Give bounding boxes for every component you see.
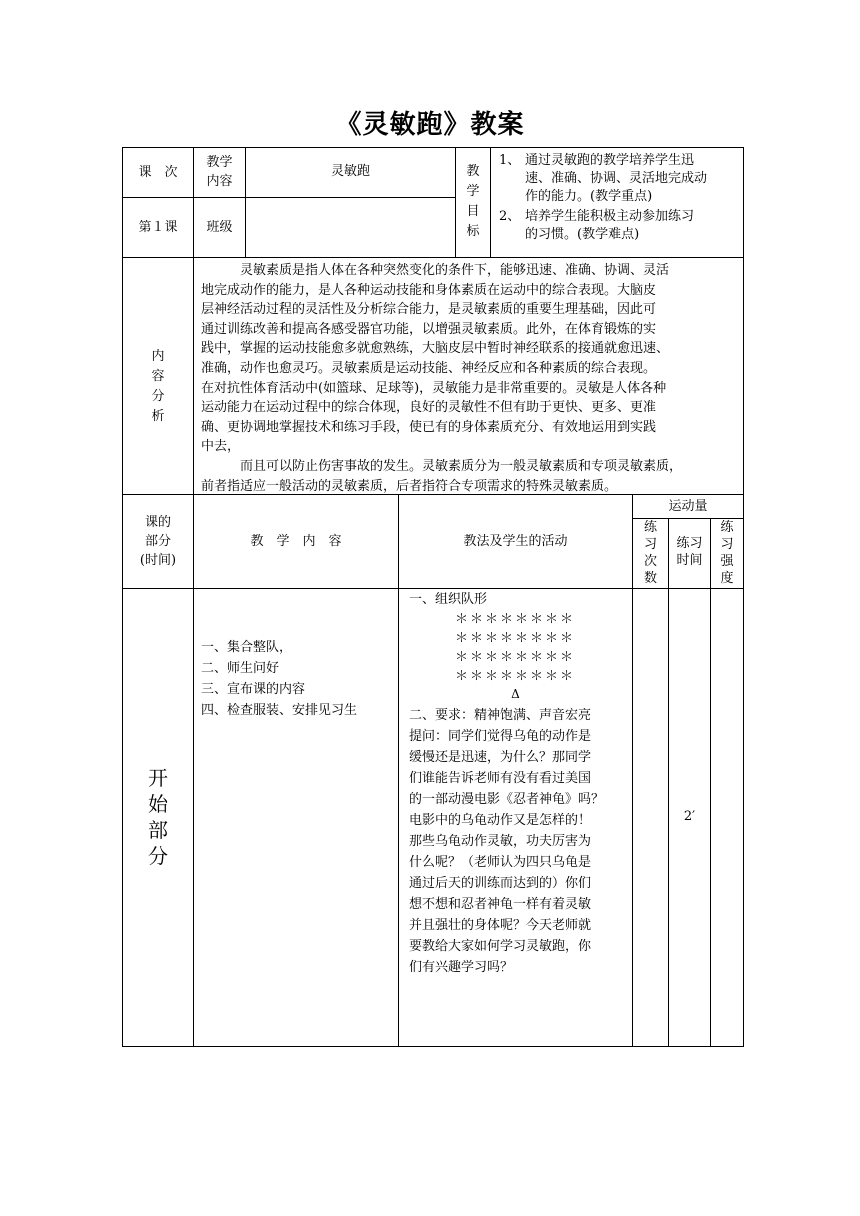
goal-1-number: 1、 [499,153,521,168]
analysis-line-3: 层神经活动过程的灵活性及分析综合能力，是灵敏素质的重要生理基础，因此可 [201,302,657,318]
method-line-11: 并且强壮的身体呢？今天老师就 [409,918,592,933]
part-header-line2: 部分 [144,534,171,549]
analysis-line-2: 地完成动作的能力，是人各种运动技能和身体素质在运动中的综合表现。大脑皮 [201,282,657,298]
analysis-line-5: 践中，掌握的运动技能愈多就愈熟练，大脑皮层中暂时神经联系的接通就愈迅速、 [201,341,670,357]
method-line-8: 什么呢？（老师认为四只乌龟是 [409,855,592,870]
content-label-line1: 教学 [206,155,233,170]
analysis-line-9: 确、更协调地掌握技术和练习手段，使已有的身体素质充分、有效地运用到实践 [201,419,657,435]
goal-1-line2: 速、准确、协调、灵活地完成动 [525,171,708,186]
lesson-label: 课 次 [138,164,178,180]
goal-2-number: 2、 [499,209,521,224]
method-line-3: 缓慢还是迅速，为什么？那同学 [409,750,592,765]
content-label-line2: 内容 [206,174,233,189]
content-item-4: 四、检查服装、安排见习生 [201,703,358,718]
goal-label-2: 学 [466,184,480,199]
analysis-label-cell [122,257,194,495]
method-line-7: 那些乌龟动作灵敏，功夫厉害为 [409,834,592,849]
part-header-line3: (时间) [139,553,177,568]
content-item-3: 三、宣布课的内容 [201,682,306,697]
goal-label-1: 教 [466,164,480,179]
reps-header-3: 次 [643,554,657,569]
analysis-label-4: 析 [151,409,165,424]
method-line-6: 电影中的乌龟动作又是怎样的！ [409,813,592,828]
load-header-cell [632,494,744,519]
method-line-10: 想不想和忍者神龟一样有着灵敏 [409,897,592,912]
analysis-line-12: 前者指适应一般活动的灵敏素质，后者指符合专项需求的特殊灵敏素质。 [201,478,618,494]
content-item-1: 一、集合整队， [201,640,293,655]
method-line-4: 们谁能告诉老师有没有看过美国 [409,771,592,786]
method-line-12: 要教给大家如何学习灵敏跑，你 [409,939,592,954]
reps-header-2: 习 [643,537,657,552]
intensity-header-cell [710,518,744,589]
reps-header-1: 练 [643,520,657,535]
class-value-cell [245,197,456,258]
analysis-line-1: 灵敏素质是指人体在各种突然变化的条件下，能够迅速、准确、协调、灵活 [201,263,670,278]
analysis-text-cell [193,257,744,495]
class-label-cell [193,197,246,258]
teacher-mark: Δ [511,687,520,701]
method-line-2: 提问：同学们觉得乌龟的动作是 [409,729,592,744]
page-title: 《灵敏跑》教案 [335,110,525,140]
formation-row-3: ＊＊＊＊＊＊＊＊ [455,650,576,665]
start-time-cell [668,588,711,1047]
goal-label-4: 标 [466,224,480,239]
content-label-cell [193,147,246,198]
analysis-label-2: 容 [151,369,165,384]
content-item-2: 二、师生问好 [201,661,280,676]
intensity-header-3: 强 [720,554,734,569]
content-value-cell [245,147,456,198]
content-header: 教 学 内 容 [250,533,342,549]
analysis-line-7: 在对抗性体育活动中(如篮球、足球等)，灵敏能力是非常重要的。灵敏是人体各种 [201,380,667,396]
reps-header-4: 数 [643,571,657,586]
formation-heading: 一、组织队形 [409,592,488,607]
analysis-line-8: 运动能力在运动过程中的综合体现，良好的灵敏性不但有助于更快、更多、更准 [201,400,657,416]
start-time-value: 2′ [683,809,696,824]
start-intensity-cell [710,588,744,1047]
content-value: 灵敏跑 [330,164,370,179]
goal-label-cell [455,147,491,258]
class-label: 班级 [206,219,233,235]
intensity-header-2: 习 [720,537,734,552]
formation-row-2: ＊＊＊＊＊＊＊＊ [455,631,576,646]
start-part-char-3: 部 [148,818,168,842]
start-part-cell [122,588,194,1047]
intensity-header-4: 度 [720,571,734,586]
goal-2-line2: 的习惯。(教学难点) [525,227,640,242]
start-content-cell [193,588,399,1047]
lesson-number-cell [122,197,194,258]
content-header-cell [193,494,399,589]
formation-row-1: ＊＊＊＊＊＊＊＊ [455,612,576,627]
analysis-line-4: 通过训练改善和提高各感受器官功能，以增强灵敏素质。此外，在体育锻炼的实 [201,321,657,337]
start-reps-cell [632,588,669,1047]
time-header-cell [668,518,711,589]
load-header: 运动量 [668,499,708,514]
analysis-line-6: 准确，动作也愈灵巧。灵敏素质是运动技能、神经反应和各种素质的综合表现。 [201,361,657,376]
part-header-line1: 课的 [144,515,171,530]
method-header-cell [398,494,633,589]
method-line-9: 通过后天的训练而达到的）你们 [409,876,592,891]
start-part-char-1: 开 [148,766,168,790]
intensity-header-1: 练 [720,520,734,535]
analysis-label-1: 内 [151,349,165,364]
analysis-line-10: 中去， [201,439,241,455]
start-method-cell [398,588,633,1047]
formation-row-4: ＊＊＊＊＊＊＊＊ [455,669,576,684]
reps-header-cell [632,518,669,589]
analysis-line-11: 而且可以防止伤害事故的发生。灵敏素质分为一般灵敏素质和专项灵敏素质， [201,459,683,474]
part-header-cell [122,494,194,589]
analysis-label-3: 分 [151,389,165,404]
time-header-2: 时间 [676,553,703,568]
goal-label-3: 目 [466,204,480,219]
goals-cell [490,147,744,258]
lesson-label-cell [122,147,194,198]
method-line-13: 们有兴趣学习吗？ [409,960,514,975]
method-line-5: 的一部动漫电影《忍者神龟》吗？ [409,792,605,807]
goal-1-line3: 作的能力。(教学重点) [525,189,653,204]
method-header: 教法及学生的活动 [463,533,568,549]
lesson-number: 第１课 [138,219,178,235]
start-part-char-4: 分 [148,844,168,868]
time-header-1: 练习 [676,536,703,551]
goal-2-line1: 培养学生能积极主动参加练习 [525,209,695,224]
start-part-char-2: 始 [148,792,168,816]
goal-1-line1: 通过灵敏跑的教学培养学生迅 [525,153,695,168]
method-line-1: 二、要求：精神饱满、声音宏亮 [409,708,592,723]
